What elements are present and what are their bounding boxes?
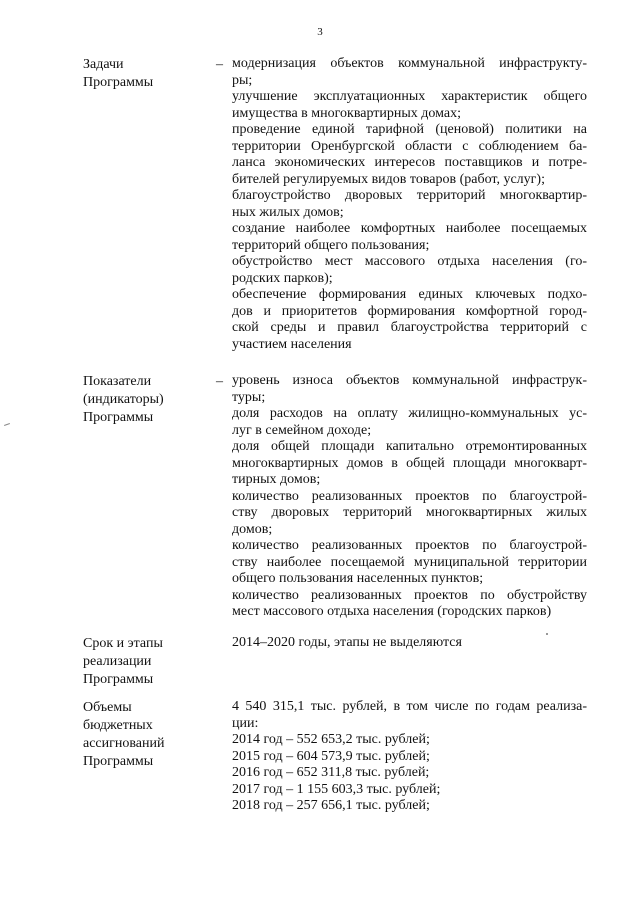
content-line: ланса экономических интересов поставщиков и потре-	[232, 155, 587, 170]
content-line: количество реализованных проектов по обустройству	[232, 587, 587, 603]
label-line: Программы	[83, 75, 154, 90]
label-line: Задачи	[83, 57, 124, 72]
content-line: ции:	[232, 715, 259, 731]
content-line: ству дворовых территорий многоквартирных жилых	[232, 505, 587, 520]
content-line: 2014–2020 годы, этапы не выделяются	[232, 635, 462, 650]
content-line: тирных домов;	[232, 472, 321, 487]
section-label	[83, 635, 203, 689]
content-line: домов;	[232, 521, 273, 537]
label-line: реализации	[83, 654, 152, 669]
label-line: Показатели	[83, 374, 152, 389]
content-line: туры;	[232, 389, 266, 405]
scan-dot	[546, 633, 548, 635]
content-line: 2014 год – 552 653,2 тыс. рублей;	[232, 732, 430, 747]
content-line: доля общей площади капитально отремонтированных	[232, 439, 587, 454]
content-line: количество реализованных проектов по благоустрой-	[232, 488, 587, 504]
scan-mark	[4, 423, 10, 426]
section-content	[232, 699, 587, 815]
content-line: количество реализованных проектов по благоустрой-	[232, 538, 587, 553]
section-label	[83, 373, 203, 427]
content-line: 2015 год – 604 573,9 тыс. рублей;	[232, 748, 430, 764]
content-line: обеспечение формирования единых ключевых подхо-	[232, 287, 587, 302]
content-line: ской среды и правил благоустройства территорий с	[232, 320, 587, 335]
content-line: 2018 год – 257 656,1 тыс. рублей;	[232, 798, 430, 813]
content-line: участием населения	[232, 336, 352, 352]
content-line: общего пользования населенных пунктов;	[232, 571, 484, 586]
label-line: Программы	[83, 672, 154, 687]
content-line: доля расходов на оплату жилищно-коммунальных ус-	[232, 406, 587, 421]
content-line: многоквартирных домов в общей площади многокварт-	[232, 455, 587, 471]
label-line: (индикаторы)	[83, 392, 164, 407]
content-line: 4 540 315,1 тыс. рублей, в том числе по годам реализа-	[232, 699, 587, 714]
content-line: ству наиболее посещаемой муниципальной территории	[232, 554, 587, 570]
content-line: 2016 год – 652 311,8 тыс. рублей;	[232, 765, 430, 780]
label-line: бюджетных	[83, 718, 153, 733]
content-line: уровень износа объектов коммунальной инфраструк-	[232, 373, 587, 388]
content-line: бителей регулируемых видов товаров (работ, услуг);	[232, 171, 545, 187]
content-line: луг в семейном доходе;	[232, 422, 372, 438]
content-line: дов и приоритетов формирования комфортной город-	[232, 303, 587, 319]
content-line: создание наиболее комфортных наиболее посещаемых	[232, 221, 587, 236]
label-line: Срок и этапы	[83, 636, 163, 651]
section-label	[83, 56, 203, 92]
section-content	[232, 373, 587, 621]
page-number: 3	[317, 26, 323, 38]
content-line: ных жилых домов;	[232, 204, 344, 220]
list-dash: –	[216, 374, 223, 389]
section-label	[83, 699, 203, 771]
content-line: проведение единой тарифной (ценовой) политики на	[232, 122, 587, 137]
section-content	[232, 635, 587, 652]
content-line: 2017 год – 1 155 603,3 тыс. рублей;	[232, 781, 441, 797]
section-content	[232, 56, 587, 353]
content-line: родских парков);	[232, 270, 333, 286]
label-line: Объемы	[83, 700, 132, 715]
content-line: территорий общего пользования;	[232, 237, 430, 253]
content-line: ры;	[232, 72, 253, 88]
label-line: Программы	[83, 410, 154, 425]
content-line: мест массового отдыха населения (городских парков)	[232, 604, 552, 619]
content-line: модернизация объектов коммунальной инфраструкту-	[232, 56, 587, 71]
content-line: имущества в многоквартирных домах;	[232, 105, 462, 121]
list-dash: –	[216, 57, 223, 72]
content-line: территории Оренбургской области с соблюдением ба-	[232, 138, 587, 154]
label-line: ассигнований	[83, 736, 165, 751]
label-line: Программы	[83, 754, 154, 769]
content-line: обустройство мест массового отдыха населения (го-	[232, 254, 587, 269]
content-line: благоустройство дворовых территорий многоквартир-	[232, 188, 587, 203]
content-line: улучшение эксплуатационных характеристик общего	[232, 89, 587, 104]
